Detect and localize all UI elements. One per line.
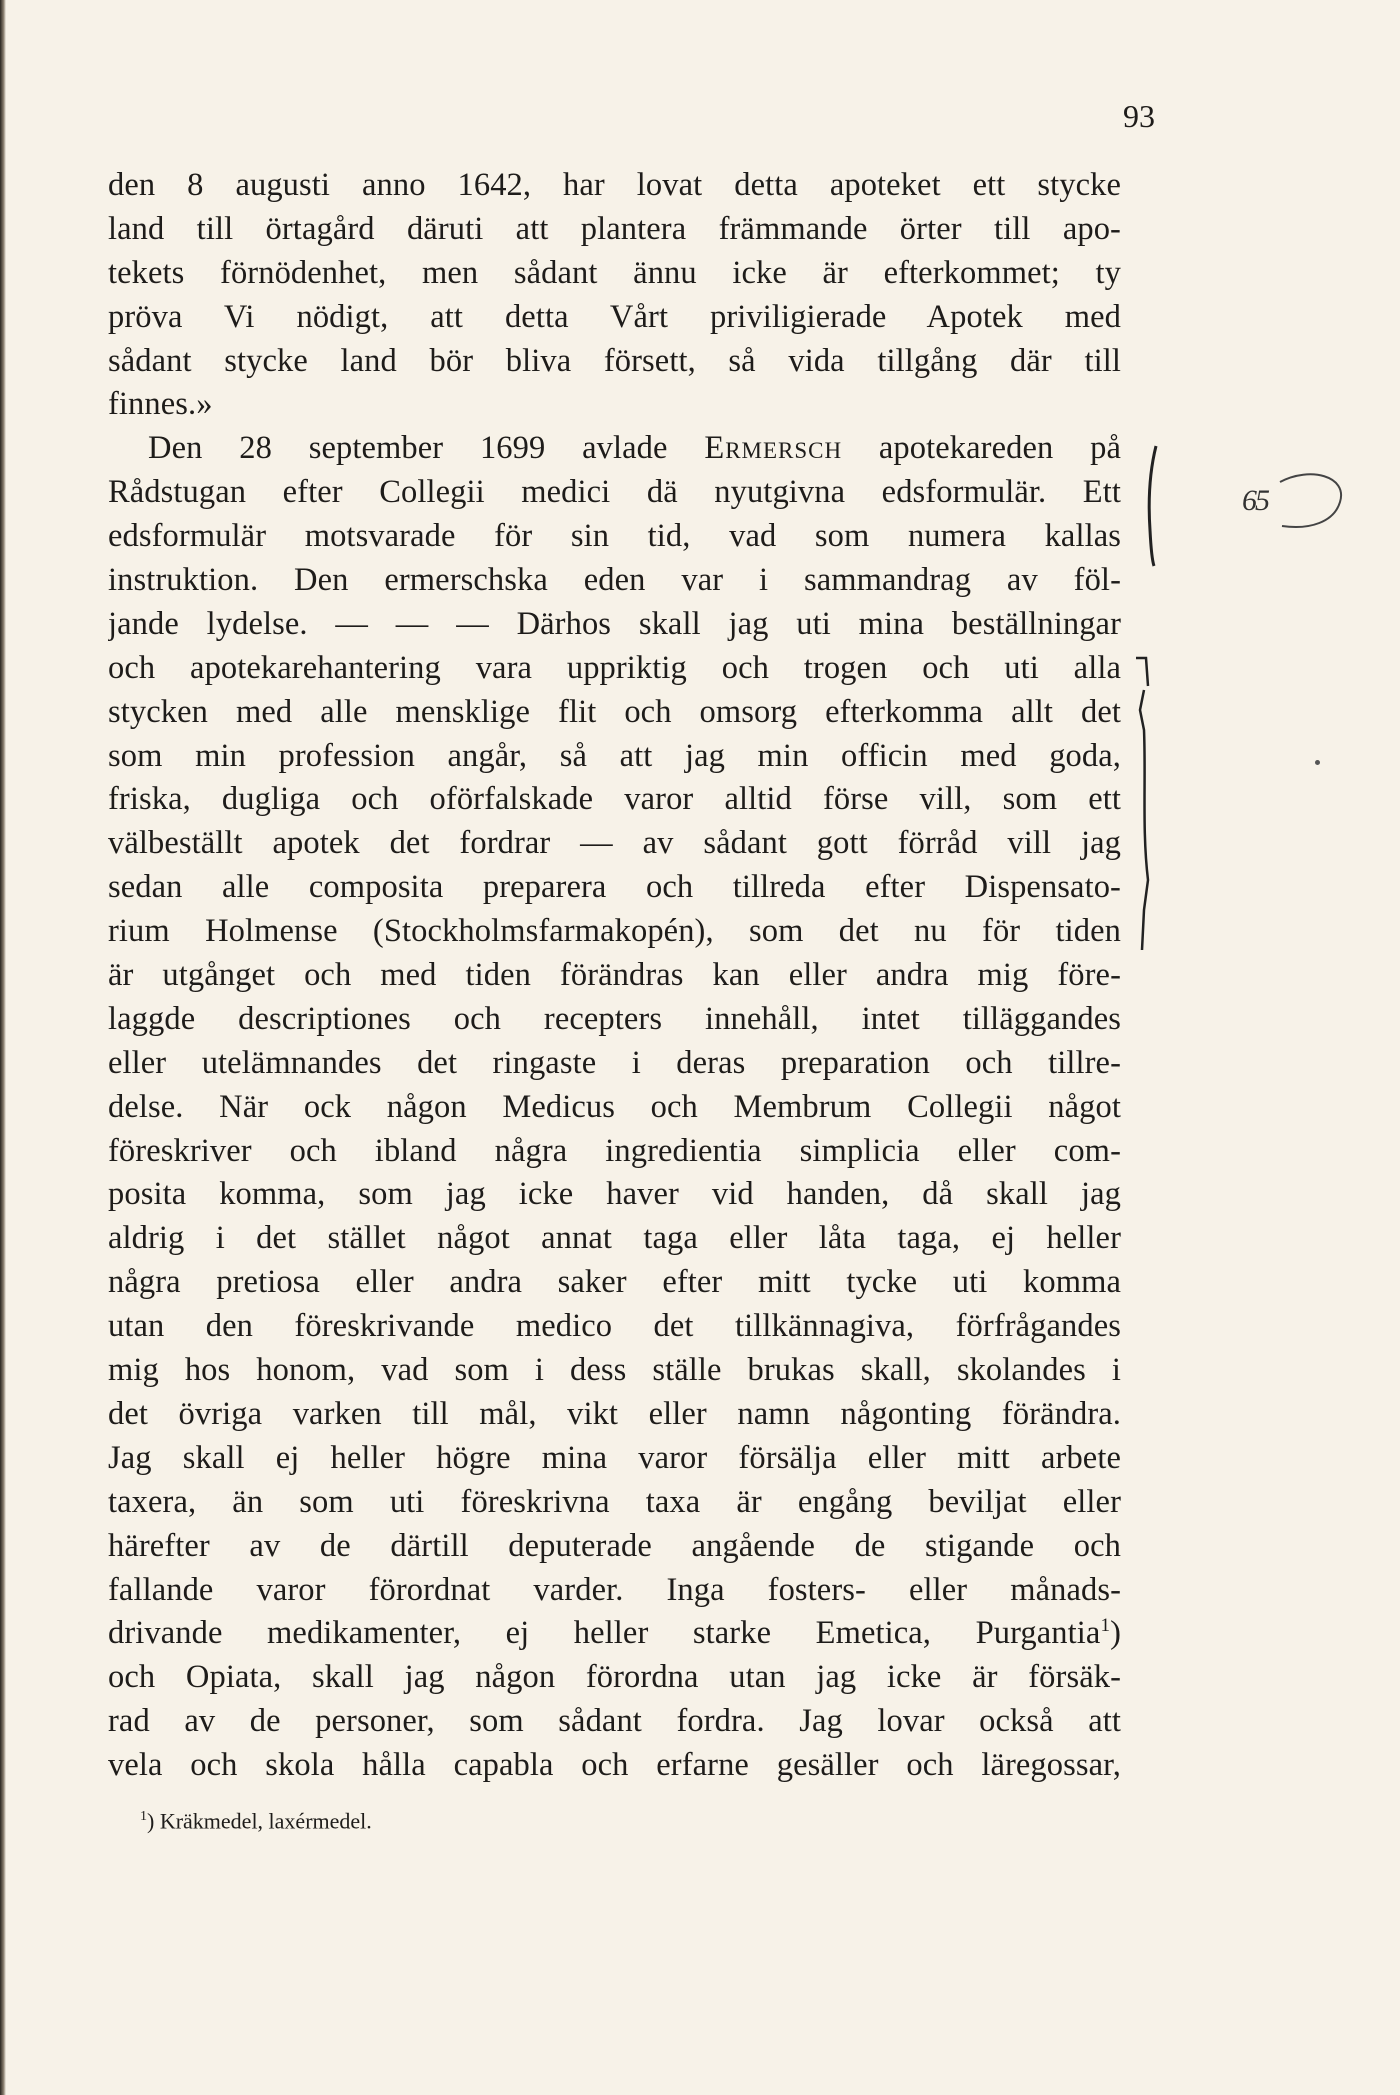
text-line: och Opiata, skall jag någon förordna utan jag icke är försäk- [108,1659,1121,1696]
page-number: 93 [1123,98,1155,134]
margin-bracket-upper [1138,440,1178,570]
text-line: föreskriver och ibland några ingredientia simplicia eller com- [108,1132,1121,1169]
text-line: det övriga varken till mål, vikt eller namn någonting förändra. [108,1395,1121,1432]
text-line: finnes.» [108,386,213,423]
footnote-text: ) Kräkmedel, laxérmedel. [147,1808,372,1834]
stray-mark [1315,760,1320,765]
text-line: den 8 augusti anno 1642, har lovat detta apoteket ett stycke [108,167,1121,203]
text-line: som min profession angår, så att jag min officin med goda, [108,737,1121,774]
text-line: sedan alle composita preparera och tillreda efter Dispensato- [108,869,1121,906]
body-text [108,164,1121,1788]
text-line: är utgånget och med tiden förändras kan eller andra mig före- [108,957,1121,994]
text-segment: apotekareden på [842,430,1121,467]
text-line: tekets förnödenhet, men sådant ännu icke är efterkommet; ty [108,254,1121,291]
person-name: Ermersch [704,430,843,467]
text-line: edsformulär motsvarade för sin tid, vad som numera kallas [108,518,1121,555]
text-line: härefter av de därtill deputerade angående de stigande och [108,1527,1121,1564]
text-line: fallande varor förordnat varder. Inga fosters- eller månads- [108,1571,1121,1608]
text-line: instruktion. Den ermerschska eden var i sammandrag av föl- [108,562,1121,599]
text-line: stycken med alle mensklige flit och omsorg efterkomma allt det [108,693,1121,730]
footnote-mark: 1 [140,1809,147,1824]
margin-annotation [1230,470,1360,550]
margin-annotation-text: 65 [1242,484,1268,517]
text-line: eller utelämnandes det ringaste i deras preparation och tillre- [108,1044,1121,1081]
text-line: välbeställt apotek det fordrar — av sådant gott förråd vill jag [108,825,1121,862]
footnote-reference: 1 [1100,1615,1111,1637]
page-edge-shadow [0,0,6,2095]
text-line: några pretiosa eller andra saker efter mitt tycke uti komma [108,1264,1121,1301]
text-line: rad av de personer, som sådant fordra. Jag lovar också att [108,1703,1121,1740]
text-line: vela och skola hålla capabla och erfarne gesäller och läregossar, [108,1747,1121,1784]
text-line: friska, dugliga och oförfalskade varor alltid förse vill, som ett [108,781,1121,818]
text-segment: Den 28 september 1699 avlade [148,430,705,467]
text-line: aldrig i det stället något annat taga eller låta taga, ej heller [108,1220,1121,1257]
text-line: Rådstugan efter Collegii medici dä nyutgivna edsformulär. Ett [108,474,1121,511]
text-line: Jag skall ej heller högre mina varor försälja eller mitt arbete [108,1439,1121,1476]
text-line: jande lydelse. — — — Därhos skall jag uti mina beställningar [108,605,1121,642]
footnote [140,1802,372,1836]
text-line: pröva Vi nödigt, att detta Vårt priviligierade Apotek med [108,298,1121,335]
text-segment: drivande medikamenter, ej heller starke Emetica, Purgantia [108,1615,1101,1652]
text-line: utan den föreskrivande medico det tillkännagiva, förfrågandes [108,1308,1121,1345]
text-line: laggde descriptiones och recepters innehåll, intet tilläggandes [108,1000,1121,1037]
text-line: posita komma, som jag icke haver vid handen, då skall jag [108,1176,1121,1213]
text-line-with-footnote-ref [108,1612,1121,1656]
text-line: delse. När ock någon Medicus och Membrum Collegii något [108,1088,1121,1125]
text-line: taxera, än som uti föreskrivna taxa är engång beviljat eller [108,1483,1121,1520]
text-line: rium Holmense (Stockholmsfarmakopén), som det nu för tiden [108,913,1121,950]
margin-bracket-lower [1126,650,1166,960]
text-line-with-name [108,427,1121,471]
text-line: land till örtagård däruti att plantera främmande örter till apo- [108,210,1121,247]
text-line: och apotekarehantering vara uppriktig och trogen och uti alla [108,649,1121,686]
text-line: sådant stycke land bör bliva försett, så vida tillgång där till [108,342,1121,379]
text-line: mig hos honom, vad som i dess ställe brukas skall, skolandes i [108,1352,1121,1389]
text-segment: ) [1110,1615,1121,1652]
